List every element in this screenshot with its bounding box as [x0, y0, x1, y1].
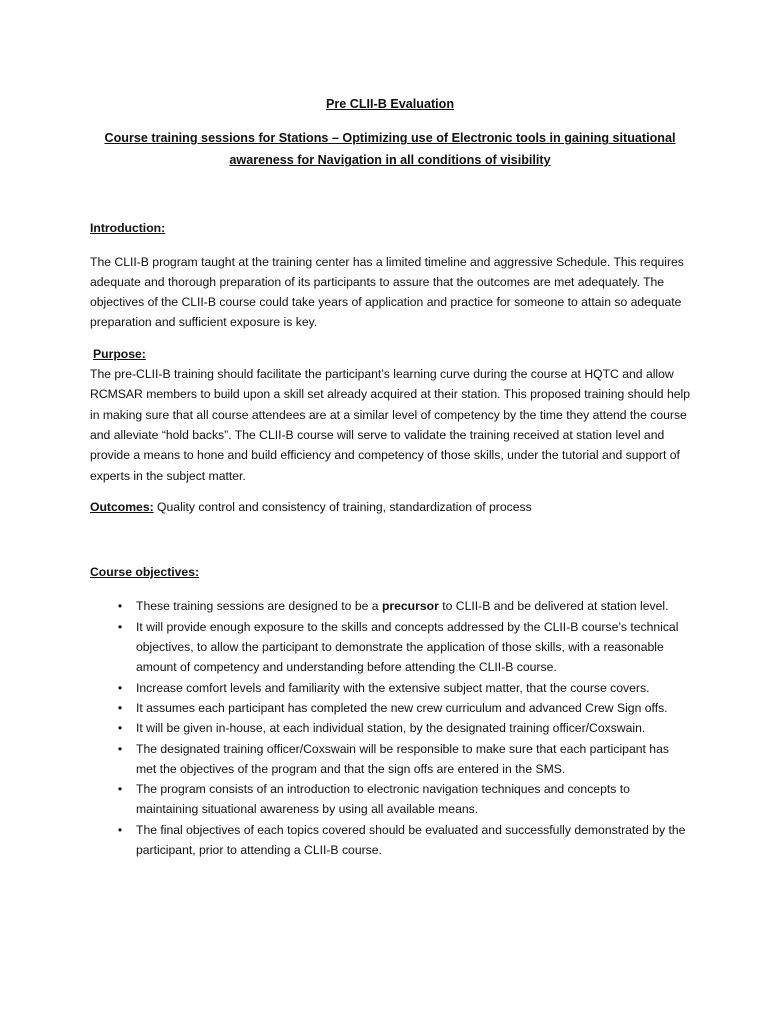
list-item	[90, 596, 690, 616]
course-objectives-list	[90, 596, 690, 860]
introduction-heading: Introduction:	[90, 221, 166, 236]
outcomes-heading: Outcomes:	[90, 499, 154, 514]
document-content	[90, 94, 690, 860]
bullet-icon: •	[117, 721, 123, 736]
bullet-icon: •	[117, 700, 123, 715]
document-subtitle: Course training sessions for Stations – Optimizing use of Electronic tools in gaining situational awareness for Navigation in all conditions of visibility	[104, 131, 676, 168]
list-item-bold-text: precursor	[381, 599, 439, 614]
list-item	[90, 779, 690, 820]
list-item-text: These training sessions are designed to be a	[136, 599, 382, 614]
bullet-icon: •	[117, 680, 123, 695]
document-title: Pre CLII-B Evaluation	[325, 97, 455, 111]
bullet-icon: •	[117, 599, 123, 614]
list-item	[90, 617, 690, 678]
list-item	[90, 678, 690, 698]
list-item	[90, 739, 690, 780]
bullet-icon: •	[117, 619, 123, 634]
list-item-text: It will provide enough exposure to the skills and concepts addressed by the CLII-B course’s technical objectives, to allow the participant to demonstrate the application of those skills, with a reasonable amount of competency and understanding before attending the CLII-B course.	[136, 619, 679, 675]
bullet-icon: •	[117, 822, 123, 837]
purpose-paragraph: The pre-CLII-B training should facilitate the participant’s learning curve during the course at HQTC and allow RCMSAR members to build upon a skill set already acquired at their station. This proposed training should help in making sure that all course attendees are at a similar level of competency by the time they attend the course and alleviate “hold backs”. The CLII-B course will serve to validate the training received at station level and provide a means to hone and build efficiency and competency of those skills, under the tutorial and support of experts in the subject matter.	[90, 367, 690, 483]
list-item-text: The designated training officer/Coxswain will be responsible to make sure that each participant has met the objectives of the program and that the sign offs are entered in the SMS.	[136, 741, 669, 776]
list-item-text: The final objectives of each topics covered should be evaluated and successfully demonstrated by the participant, prior to attending a CLII-B course.	[136, 822, 686, 858]
outcomes-text: Quality control and consistency of training, standardization of process	[153, 499, 532, 514]
introduction-paragraph: The CLII-B program taught at the training center has a limited timeline and aggressive Schedule. This requires adequate and thorough preparation of its participants to assure that the outcomes are met adequately. The objectives of the CLII-B course could take years of application and practice for someone to attain so adequate preparation and sufficient exposure is key.	[90, 254, 684, 330]
outcomes-line	[90, 497, 690, 517]
list-item-text: to CLII-B and be delivered at station level.	[438, 599, 669, 614]
list-item	[90, 820, 690, 861]
list-item-text: The program consists of an introduction to electronic navigation techniques and concepts to maintaining situational awareness by using all available means.	[136, 782, 630, 817]
list-item-text: Increase comfort levels and familiarity with the extensive subject matter, that the course covers.	[136, 680, 650, 695]
list-item-text: It will be given in-house, at each individual station, by the designated training officer/Coxswain.	[136, 721, 646, 736]
bullet-icon: •	[117, 741, 123, 756]
bullet-icon: •	[117, 782, 123, 797]
list-item-text: It assumes each participant has completed the new crew curriculum and advanced Crew Sign offs.	[136, 700, 668, 715]
list-item	[90, 718, 690, 738]
purpose-heading: Purpose:	[93, 346, 146, 361]
course-objectives-heading: Course objectives:	[90, 565, 200, 580]
list-item	[90, 698, 690, 718]
